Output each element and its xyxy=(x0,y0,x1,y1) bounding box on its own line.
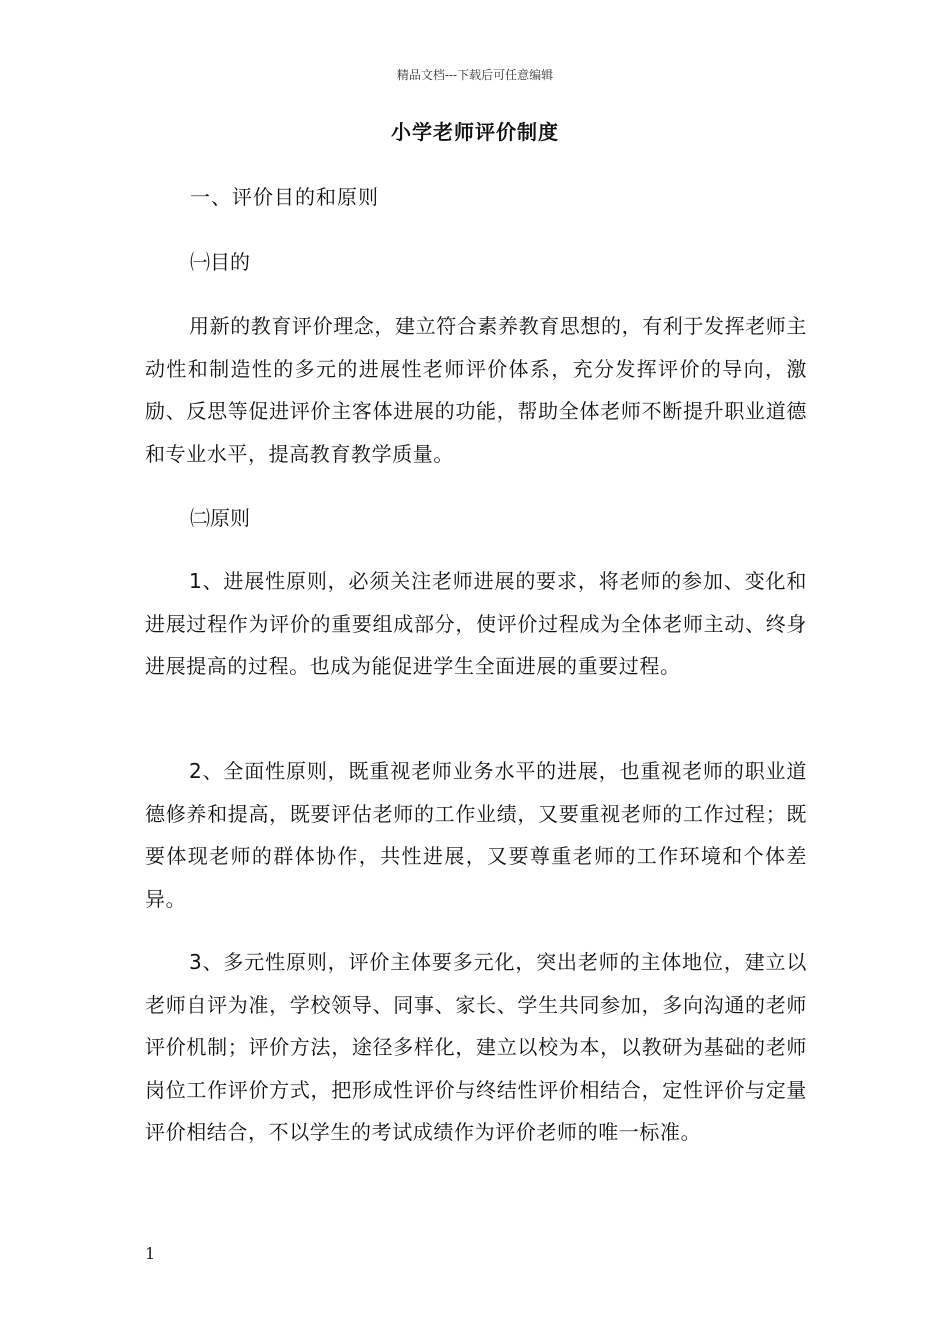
section-heading-purpose-principles: 一、评价目的和原则 xyxy=(190,185,379,209)
subheading-principles: ㈡原则 xyxy=(190,506,250,530)
paragraph-principle-3: 3、多元性原则，评价主体要多元化，突出老师的主体地位，建立以老师自评为准，学校领导、同事、家长、学生共同参加，多向沟通的老师评价机制；评价方法，途径多样化，建立以校为本，以教研为基础的老师岗位工作评价方式，把形成性评价与终结性评价相结合，定性评价与定量评价相结合，不以学生的考试成绩作为评价老师的唯一标准。 xyxy=(145,950,807,1144)
paragraph-purpose: 用新的教育评价理念，建立符合素养教育思想的，有利于发挥老师主动性和制造性的多元的进展性老师评价体系，充分发挥评价的导向，激励、反思等促进评价主客体进展的功能，帮助全体老师不断提升职业道德和专业水平，提高教育教学质量。 xyxy=(145,314,807,466)
header-note: 精品文档---下载后可任意编辑 xyxy=(396,68,554,82)
subheading-purpose: ㈠目的 xyxy=(190,250,250,274)
page-number: 1 xyxy=(145,1244,156,1263)
paragraph-principle-2: 2、全面性原则，既重视老师业务水平的进展，也重视老师的职业道德修养和提高，既要评估老师的工作业绩，又要重视老师的工作过程；既要体现老师的群体协作，共性进展，又要尊重老师的工作环境和个体差异。 xyxy=(145,759,807,911)
paragraph-principle-1: 1、进展性原则，必须关注老师进展的要求，将老师的参加、变化和进展过程作为评价的重要组成部分，使评价过程成为全体老师主动、终身进展提高的过程。也成为能促进学生全面进展的重要过程。 xyxy=(145,569,807,678)
document-title: 小学老师评价制度 xyxy=(391,120,559,144)
